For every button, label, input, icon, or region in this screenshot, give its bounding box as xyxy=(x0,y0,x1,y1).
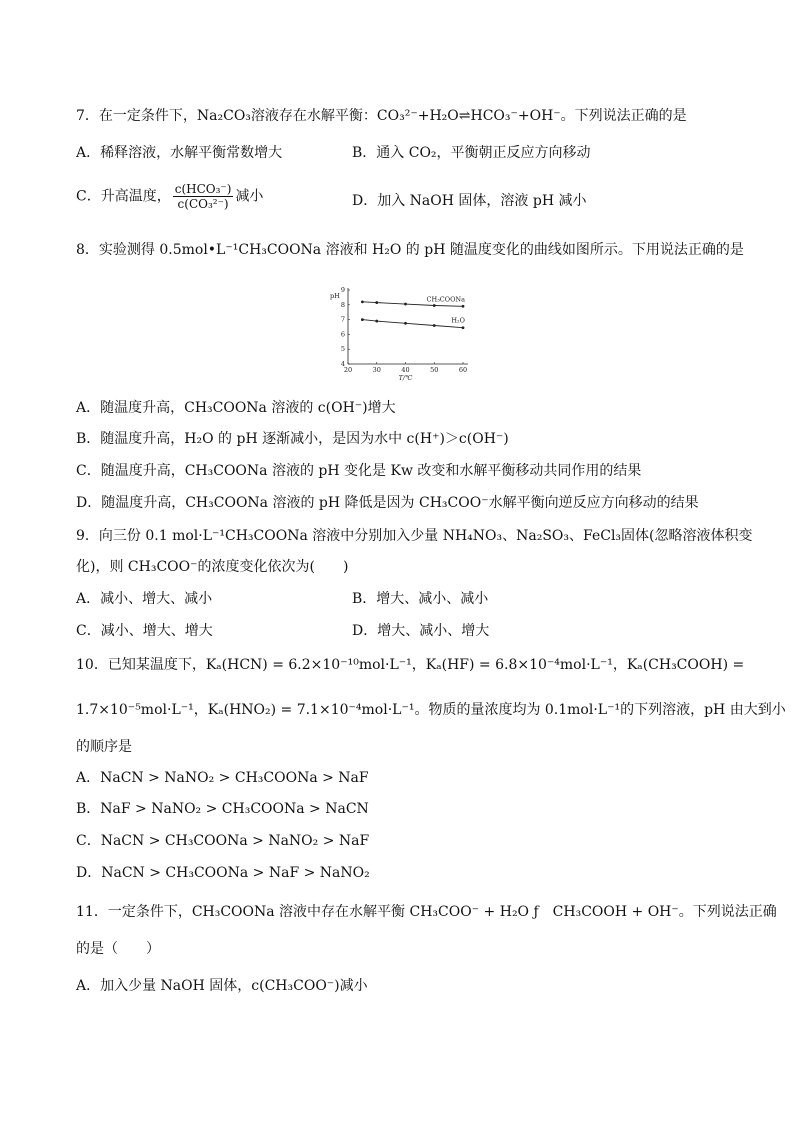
y-tick-label: 4 xyxy=(340,360,345,368)
q7-option-c-fraction xyxy=(173,182,234,211)
data-point xyxy=(433,304,436,307)
q8-option-d: D．随温度升高，CH₃COONa 溶液的 pH 降低是因为 CH₃COO⁻水解平衡向逆反应方向移动的结果 xyxy=(76,495,699,511)
data-point xyxy=(375,301,378,304)
data-point xyxy=(462,305,465,308)
q10-stem-line-2: 1.7×10⁻⁵mol·L⁻¹，Kₐ(HNO₂) = 7.1×10⁻⁴mol·L⁻¹。物质的量浓度均为 0.1mol·L⁻¹的下列溶液，pH 由大到小 xyxy=(76,702,786,718)
q10-option-b: B．NaF > NaNO₂ > CH₃COONa > NaCN xyxy=(76,801,369,817)
data-point xyxy=(361,300,364,303)
q7-option-c-prefix: C．升高温度， xyxy=(76,188,171,205)
q8-option-a: A．随温度升高，CH₃COONa 溶液的 c(OH⁻)增大 xyxy=(76,400,396,416)
y-tick-label: 5 xyxy=(340,345,345,354)
x-tick-label: 30 xyxy=(372,366,381,374)
q10-stem-line-1: 10．已知某温度下，Kₐ(HCN) = 6.2×10⁻¹⁰mol·L⁻¹，Kₐ(HF) = 6.8×10⁻⁴mol·L⁻¹，Kₐ(CH₃COOH) = xyxy=(76,657,745,673)
data-point xyxy=(433,324,436,327)
data-point xyxy=(375,320,378,323)
q8-option-b: B．随温度升高，H₂O 的 pH 逐渐减小，是因为水中 c(H⁺)＞c(OH⁻) xyxy=(76,431,509,447)
q7-option-b: B．通入 CO₂，平衡朝正反应方向移动 xyxy=(352,145,591,161)
q10-option-d: D．NaCN > CH₃COONa > NaF > NaNO₂ xyxy=(76,865,370,881)
series-label-0: CH₃COONa xyxy=(426,295,465,304)
q7-option-c-suffix: 减小 xyxy=(235,188,264,205)
q10-option-c: C．NaCN > CH₃COONa > NaNO₂ > NaF xyxy=(76,833,370,849)
q7-option-c xyxy=(76,182,263,211)
q7-stem: 7．在一定条件下，Na₂CO₃溶液存在水解平衡：CO₃²⁻+H₂O⇌HCO₃⁻+OH⁻。下列说法正确的是 xyxy=(76,108,687,124)
q8-stem: 8．实验测得 0.5mol•L⁻¹CH₃COONa 溶液和 H₂O 的 pH 随温度变化的曲线如图所示。下用说法正确的是 xyxy=(76,242,744,258)
data-point xyxy=(404,322,407,325)
q7-fraction-numerator: c(HCO₃⁻) xyxy=(174,182,232,196)
y-axis-title: pH xyxy=(330,292,340,300)
data-point xyxy=(462,326,465,329)
q11-stem-line-1: 11．一定条件下，CH₃COONa 溶液中存在水解平衡 CH₃COO⁻ + H₂O ƒ CH₃COOH + OH⁻。下列说法正确 xyxy=(76,904,777,920)
q9-option-c: C．减小、增大、增大 xyxy=(76,623,213,639)
q11-stem-line-2: 的是（ ） xyxy=(76,941,160,957)
q9-option-d: D．增大、减小、增大 xyxy=(352,623,490,639)
y-tick-label: 8 xyxy=(340,300,345,309)
q10-stem-line-3: 的顺序是 xyxy=(76,739,132,755)
q7-fraction-denominator: c(CO₃²⁻) xyxy=(177,197,229,211)
x-tick-label: 60 xyxy=(458,366,468,374)
q9-stem-line-1: 9．向三份 0.1 mol·L⁻¹CH₃COONa 溶液中分别加入少量 NH₄NO₃、Na₂SO₃、FeCl₃固体(忽略溶液体积变 xyxy=(76,528,753,544)
data-point xyxy=(361,318,364,321)
q10-option-a: A．NaCN > NaNO₂ > CH₃COONa > NaF xyxy=(76,770,369,786)
x-tick-label: 20 xyxy=(343,366,353,374)
q9-stem-line-2: 化)，则 CH₃COO⁻的浓度变化依次为( ) xyxy=(76,559,349,575)
x-axis-title: T/℃ xyxy=(398,374,413,382)
q8-option-c: C．随温度升高，CH₃COONa 溶液的 pH 变化是 Kw 改变和水解平衡移动共同作用的结果 xyxy=(76,463,642,479)
x-tick-label: 40 xyxy=(401,366,410,374)
y-tick-label: 9 xyxy=(340,286,345,294)
y-tick-label: 7 xyxy=(340,315,345,324)
series-label-1: H₂O xyxy=(451,316,465,325)
q9-option-a: A．减小、增大、减小 xyxy=(76,591,213,607)
data-point xyxy=(404,303,407,306)
ph-temperature-chart xyxy=(318,282,478,382)
y-tick-label: 6 xyxy=(340,330,345,339)
x-tick-label: 50 xyxy=(430,366,439,374)
q7-option-d: D．加入 NaOH 固体，溶液 pH 减小 xyxy=(352,193,587,209)
q11-option-a: A．加入少量 NaOH 固体，c(CH₃COO⁻)减小 xyxy=(76,978,368,994)
q7-option-a: A．稀释溶液，水解平衡常数增大 xyxy=(76,145,283,161)
q9-option-b: B．增大、减小、减小 xyxy=(352,591,489,607)
